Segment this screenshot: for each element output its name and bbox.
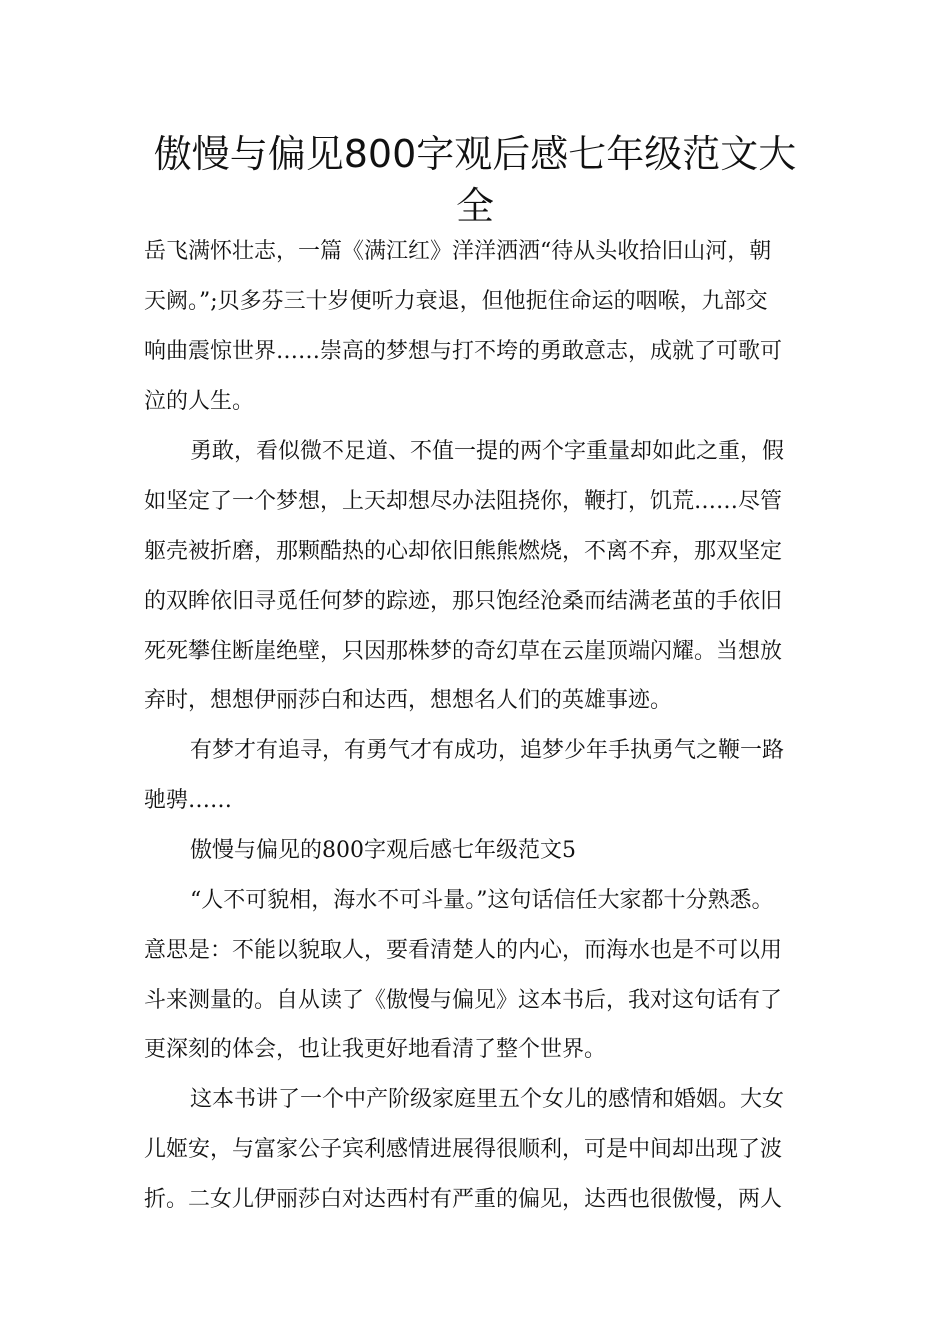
body-text-line: 这本书讲了一个中产阶级家庭里五个女儿的感情和婚姻。大女	[190, 1087, 785, 1112]
section-heading: 傲慢与偏见的800字观后感七年级范文5	[190, 838, 576, 863]
body-text-line: 天阙。”;贝多芬三十岁便听力衰退，但他扼住命运的咽喉，九部交	[144, 289, 768, 314]
body-text-line: 岳飞满怀壮志，一篇《满江红》洋洋洒洒“待从头收拾旧山河，朝	[144, 239, 772, 264]
body-text-line: “人不可貌相，海水不可斗量。”这句话信任大家都十分熟悉。	[190, 888, 774, 913]
body-text-line: 斗来测量的。自从读了《傲慢与偏见》这本书后，我对这句话有了	[144, 988, 783, 1013]
body-text-line: 驰骋……	[144, 788, 233, 813]
body-text-line: 弃时，想想伊丽莎白和达西，想想名人们的英雄事迹。	[144, 688, 673, 713]
body-text-line: 儿姬安，与富家公子宾利感情进展得很顺利，可是中间却出现了波	[144, 1137, 783, 1162]
body-text-line: 勇敢，看似微不足道、不值一提的两个字重量却如此之重，假	[190, 439, 785, 464]
body-text-line: 躯壳被折磨，那颗酷热的心却依旧熊熊燃烧，不离不弃，那双坚定	[144, 539, 783, 564]
body-text-line: 的双眸依旧寻觅任何梦的踪迹，那只饱经沧桑而结满老茧的手依旧	[144, 589, 783, 614]
body-text-line: 响曲震惊世界……崇高的梦想与打不垮的勇敢意志，成就了可歌可	[144, 339, 783, 364]
body-text-line: 死死攀住断崖绝壁，只因那株梦的奇幻草在云崖顶端闪耀。当想放	[144, 639, 783, 664]
body-text-line: 更深刻的体会，也让我更好地看清了整个世界。	[144, 1037, 607, 1062]
body-text-line: 有梦才有追寻，有勇气才有成功，追梦少年手执勇气之鞭一路	[190, 738, 785, 763]
body-text-line: 泣的人生。	[144, 389, 255, 414]
document-title-line-1: 傲慢与偏见800字观后感七年级范文大	[153, 132, 797, 176]
document-title-line-2: 全	[455, 184, 494, 228]
body-text-line: 折。二女儿伊丽莎白对达西村有严重的偏见，达西也很傲慢，两人	[144, 1187, 783, 1212]
body-text-line: 如坚定了一个梦想，上天却想尽办法阻挠你，鞭打，饥荒……尽管	[144, 489, 783, 514]
body-text-line: 意思是：不能以貌取人，要看清楚人的内心，而海水也是不可以用	[144, 938, 783, 963]
